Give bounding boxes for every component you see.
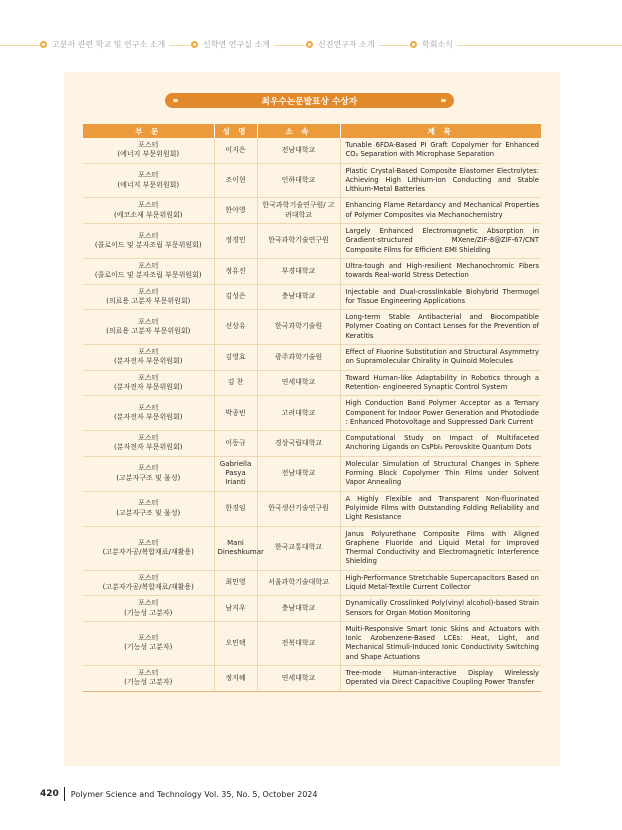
category-division: (에너지 부문위원회) bbox=[117, 180, 180, 189]
affiliation-cell: 한국생산기술연구원 bbox=[257, 491, 340, 526]
page-footer bbox=[40, 787, 317, 801]
category-cell bbox=[83, 310, 214, 345]
affiliation-cell: 전북대학교 bbox=[257, 621, 340, 665]
table-row bbox=[83, 284, 541, 310]
table-row bbox=[83, 570, 541, 596]
category-type: 포스터 bbox=[138, 573, 159, 582]
pill-dot-icon bbox=[441, 99, 446, 102]
table-row bbox=[83, 491, 541, 526]
table-row bbox=[83, 258, 541, 284]
affiliation-cell: 충남대학교 bbox=[257, 284, 340, 310]
category-type: 포스터 bbox=[138, 231, 159, 240]
category-cell bbox=[83, 258, 214, 284]
category-division: (고분자가공/복합재료/재활용) bbox=[102, 582, 194, 591]
name-cell: 한경임 bbox=[214, 491, 257, 526]
journal-info: Polymer Science and Technology Vol. 35, No. 5, October 2024 bbox=[70, 789, 318, 799]
title-cell: Largely Enhanced Electromagnetic Absorption in Gradient-structured MXene/ZIF-8@ZIF-67/CNT Composite Films for Efficient EMI Shielding bbox=[340, 224, 541, 259]
category-type: 포스터 bbox=[138, 403, 159, 412]
category-division: (고분자가공/복합재료/재활용) bbox=[102, 548, 194, 557]
awards-table bbox=[83, 124, 541, 692]
category-cell bbox=[83, 621, 214, 665]
title-cell: High Conduction Band Polymer Acceptor as a Ternary Component for Indoor Power Generation and Photodiode : Enhanced Photovoltage and Suppressed Dark Current bbox=[340, 396, 541, 431]
title-cell: Multi-Responsive Smart Ionic Skins and Actuators with Ionic Azobenzene-Based LCEs: Heat, Light, and Mechanical Stimuli-Induced Ionic Conductivity Switching and Shape Actuations bbox=[340, 621, 541, 665]
name-cell: 정지혜 bbox=[214, 666, 257, 692]
category-type: 포스터 bbox=[138, 464, 159, 473]
category-type: 포스터 bbox=[138, 373, 159, 382]
category-cell bbox=[83, 570, 214, 596]
section-nav bbox=[0, 33, 622, 55]
title-cell: Computational Study on Impact of Multifaceted Anchoring Ligands on CsPbI₃ Perovskite Quantum Dots bbox=[340, 431, 541, 457]
category-division: (의료용 고분자 부문위원회) bbox=[106, 296, 191, 305]
title-cell: Janus Polyurethane Composite Films with Aligned Graphene Fluoride and Liquid Metal for Improved Thermal Conductivity and Electromagnetic Interference Shielding bbox=[340, 526, 541, 570]
title-cell: Molecular Simulation of Structural Changes in Sphere Forming Block Copolymer Thin Films under Solvent Vapor Annealing bbox=[340, 456, 541, 491]
table-row bbox=[83, 224, 541, 259]
title-cell: Tree-mode Human-interactive Display Wirelessly Operated via Direct Capacitive Coupling Power Transfer bbox=[340, 666, 541, 692]
nav-item-researchers[interactable] bbox=[306, 36, 379, 52]
category-type: 포스터 bbox=[138, 434, 159, 443]
category-cell bbox=[83, 526, 214, 570]
category-type: 포스터 bbox=[138, 141, 159, 149]
table-row bbox=[83, 596, 541, 622]
category-type: 포스터 bbox=[138, 669, 159, 678]
category-type: 포스터 bbox=[138, 634, 159, 643]
table-row bbox=[83, 163, 541, 198]
category-cell bbox=[83, 163, 214, 198]
title-cell: Enhancing Flame Retardancy and Mechanical Properties of Polymer Composites via Mechanochemistry bbox=[340, 198, 541, 224]
nav-item-institutes[interactable] bbox=[40, 36, 169, 52]
title-cell: Dynamically Crosslinked Poly(vinyl alcohol)-based Strain Sensors for Organ Motion Monitoring bbox=[340, 596, 541, 622]
affiliation-cell: 충남대학교 bbox=[257, 596, 340, 622]
category-type: 포스터 bbox=[138, 287, 159, 296]
affiliation-cell: 전남대학교 bbox=[257, 456, 340, 491]
category-division: (분자전자 부문위원회) bbox=[113, 443, 183, 452]
category-cell bbox=[83, 456, 214, 491]
table-header-row bbox=[83, 124, 541, 138]
nav-item-label: 신진연구자 소개 bbox=[318, 39, 375, 49]
name-cell: 김영효 bbox=[214, 345, 257, 371]
affiliation-cell: 경상국립대학교 bbox=[257, 431, 340, 457]
name-cell: 김성은 bbox=[214, 284, 257, 310]
page-number: 420 bbox=[40, 789, 59, 799]
table-row bbox=[83, 345, 541, 371]
affiliation-cell: 부경대학교 bbox=[257, 258, 340, 284]
title-cell: Tunable 6FDA-Based PI Graft Copolymer for Enhanced CO₂ Separation with Microphase Separation bbox=[340, 138, 541, 163]
table-row bbox=[83, 370, 541, 396]
affiliation-cell: 한국과학기술연구원/ 고려대학교 bbox=[257, 198, 340, 224]
circle-bullet-icon bbox=[40, 41, 47, 48]
category-type: 포스터 bbox=[138, 171, 159, 180]
awards-table-body bbox=[83, 138, 541, 691]
pill-dot-icon bbox=[173, 99, 178, 102]
category-type: 포스터 bbox=[138, 599, 159, 608]
affiliation-cell: 연세대학교 bbox=[257, 370, 340, 396]
affiliation-cell: 고려대학교 bbox=[257, 396, 340, 431]
affiliation-cell: 광주과학기술원 bbox=[257, 345, 340, 371]
name-cell: 이동규 bbox=[214, 431, 257, 457]
name-cell: 오민택 bbox=[214, 621, 257, 665]
name-cell: 선상유 bbox=[214, 310, 257, 345]
title-cell: Injectable and Dual-crosslinkable Biohybrid Thermogel for Tissue Engineering Applications bbox=[340, 284, 541, 310]
affiliation-cell: 인하대학교 bbox=[257, 163, 340, 198]
circle-bullet-icon bbox=[191, 41, 198, 48]
category-cell bbox=[83, 396, 214, 431]
name-cell: Mani Dineshkumar bbox=[214, 526, 257, 570]
category-cell bbox=[83, 198, 214, 224]
category-division: (분자전자 부문위원회) bbox=[113, 382, 183, 391]
name-cell: 이지은 bbox=[214, 138, 257, 163]
name-cell: 남지우 bbox=[214, 596, 257, 622]
category-division: (에너지 부문위원회) bbox=[117, 150, 180, 159]
category-division: (분자전자 부문위원회) bbox=[113, 357, 183, 366]
nav-item-news[interactable] bbox=[410, 36, 457, 52]
name-cell: 조이현 bbox=[214, 163, 257, 198]
title-cell: Effect of Fluorine Substitution and Structural Asymmetry on Supramolecular Chirality in Quinoid Molecules bbox=[340, 345, 541, 371]
name-cell: 한아영 bbox=[214, 198, 257, 224]
category-type: 포스터 bbox=[138, 201, 159, 210]
category-cell bbox=[83, 138, 214, 163]
name-cell: 최민영 bbox=[214, 570, 257, 596]
category-division: (콜로이드 및 분자조립 부문위원회) bbox=[94, 271, 202, 280]
circle-bullet-icon bbox=[410, 41, 417, 48]
category-division: (고분자구조 및 물성) bbox=[116, 473, 181, 482]
category-type: 포스터 bbox=[138, 317, 159, 326]
title-cell: High-Performance Stretchable Supercapacitors Based on Liquid Metal-Textile Current Collector bbox=[340, 570, 541, 596]
category-type: 포스터 bbox=[138, 538, 159, 547]
category-cell bbox=[83, 370, 214, 396]
table-row bbox=[83, 310, 541, 345]
category-type: 포스터 bbox=[138, 499, 159, 508]
name-cell: 정유진 bbox=[214, 258, 257, 284]
category-type: 포스터 bbox=[138, 348, 159, 357]
affiliation-cell: 한국과학기술원 bbox=[257, 310, 340, 345]
table-row bbox=[83, 198, 541, 224]
name-cell: 정경민 bbox=[214, 224, 257, 259]
circle-bullet-icon bbox=[306, 41, 313, 48]
category-division: (기능성 고분자) bbox=[124, 678, 173, 687]
category-division: (기능성 고분자) bbox=[124, 608, 173, 617]
category-cell bbox=[83, 224, 214, 259]
category-division: (기능성 고분자) bbox=[124, 643, 173, 652]
category-division: (의료용 고분자 부문위원회) bbox=[106, 327, 191, 336]
table-row bbox=[83, 431, 541, 457]
footer-divider bbox=[64, 787, 65, 801]
table-row bbox=[83, 456, 541, 491]
category-cell bbox=[83, 345, 214, 371]
affiliation-cell: 한국교통대학교 bbox=[257, 526, 340, 570]
category-cell bbox=[83, 431, 214, 457]
name-cell: 박종빈 bbox=[214, 396, 257, 431]
section-title-bar bbox=[165, 93, 454, 108]
table-row bbox=[83, 621, 541, 665]
nav-item-label: 학회소식 bbox=[422, 39, 453, 49]
header-title: 제 목 bbox=[340, 124, 541, 138]
category-division: (고분자구조 및 물성) bbox=[116, 508, 181, 517]
table-row bbox=[83, 666, 541, 692]
category-cell bbox=[83, 596, 214, 622]
table-row bbox=[83, 526, 541, 570]
header-affiliation: 소 속 bbox=[257, 124, 340, 138]
title-cell: Ultra-tough and High-resilient Mechanochromic Fibers towards Real-world Stress Detection bbox=[340, 258, 541, 284]
table-row bbox=[83, 396, 541, 431]
category-division: (분자전자 부문위원회) bbox=[113, 413, 183, 422]
category-cell bbox=[83, 491, 214, 526]
nav-item-label: 고분자 관련 학교 및 연구소 소개 bbox=[52, 39, 166, 49]
category-division: (에코소재 부문위원회) bbox=[113, 210, 183, 219]
title-cell: Plastic Crystal-Based Composite Elastomer Electrolytes: Achieving High Lithium-Ion Conducting and Stable Lithium-Metal Batteries bbox=[340, 163, 541, 198]
header-name: 성 명 bbox=[214, 124, 257, 138]
title-cell: Toward Human-like Adaptability in Robotics through a Retention- engineered Synaptic Control System bbox=[340, 370, 541, 396]
affiliation-cell: 한국과학기술연구원 bbox=[257, 224, 340, 259]
table-row bbox=[83, 138, 541, 163]
nav-item-labs[interactable] bbox=[191, 36, 274, 52]
name-cell: 김 찬 bbox=[214, 370, 257, 396]
category-cell bbox=[83, 666, 214, 692]
title-cell: A Highly Flexible and Transparent Non-fluorinated Polyimide Films with Outstanding Folding Reliability and Light Resistance bbox=[340, 491, 541, 526]
title-cell: Long-term Stable Antibacterial and Biocompatible Polymer Coating on Contact Lenses for the Prevention of Keratitis bbox=[340, 310, 541, 345]
category-division: (콜로이드 및 분자조립 부문위원회) bbox=[94, 241, 202, 250]
affiliation-cell: 서울과학기술대학교 bbox=[257, 570, 340, 596]
section-title: 최우수논문발표상 수상자 bbox=[261, 96, 358, 107]
nav-item-label: 신학연 연구실 소개 bbox=[203, 39, 270, 49]
category-type: 포스터 bbox=[138, 261, 159, 270]
affiliation-cell: 전남대학교 bbox=[257, 138, 340, 163]
name-cell: Gabriella Pasya Irianti bbox=[214, 456, 257, 491]
header-category: 부 문 bbox=[83, 124, 214, 138]
affiliation-cell: 연세대학교 bbox=[257, 666, 340, 692]
category-cell bbox=[83, 284, 214, 310]
